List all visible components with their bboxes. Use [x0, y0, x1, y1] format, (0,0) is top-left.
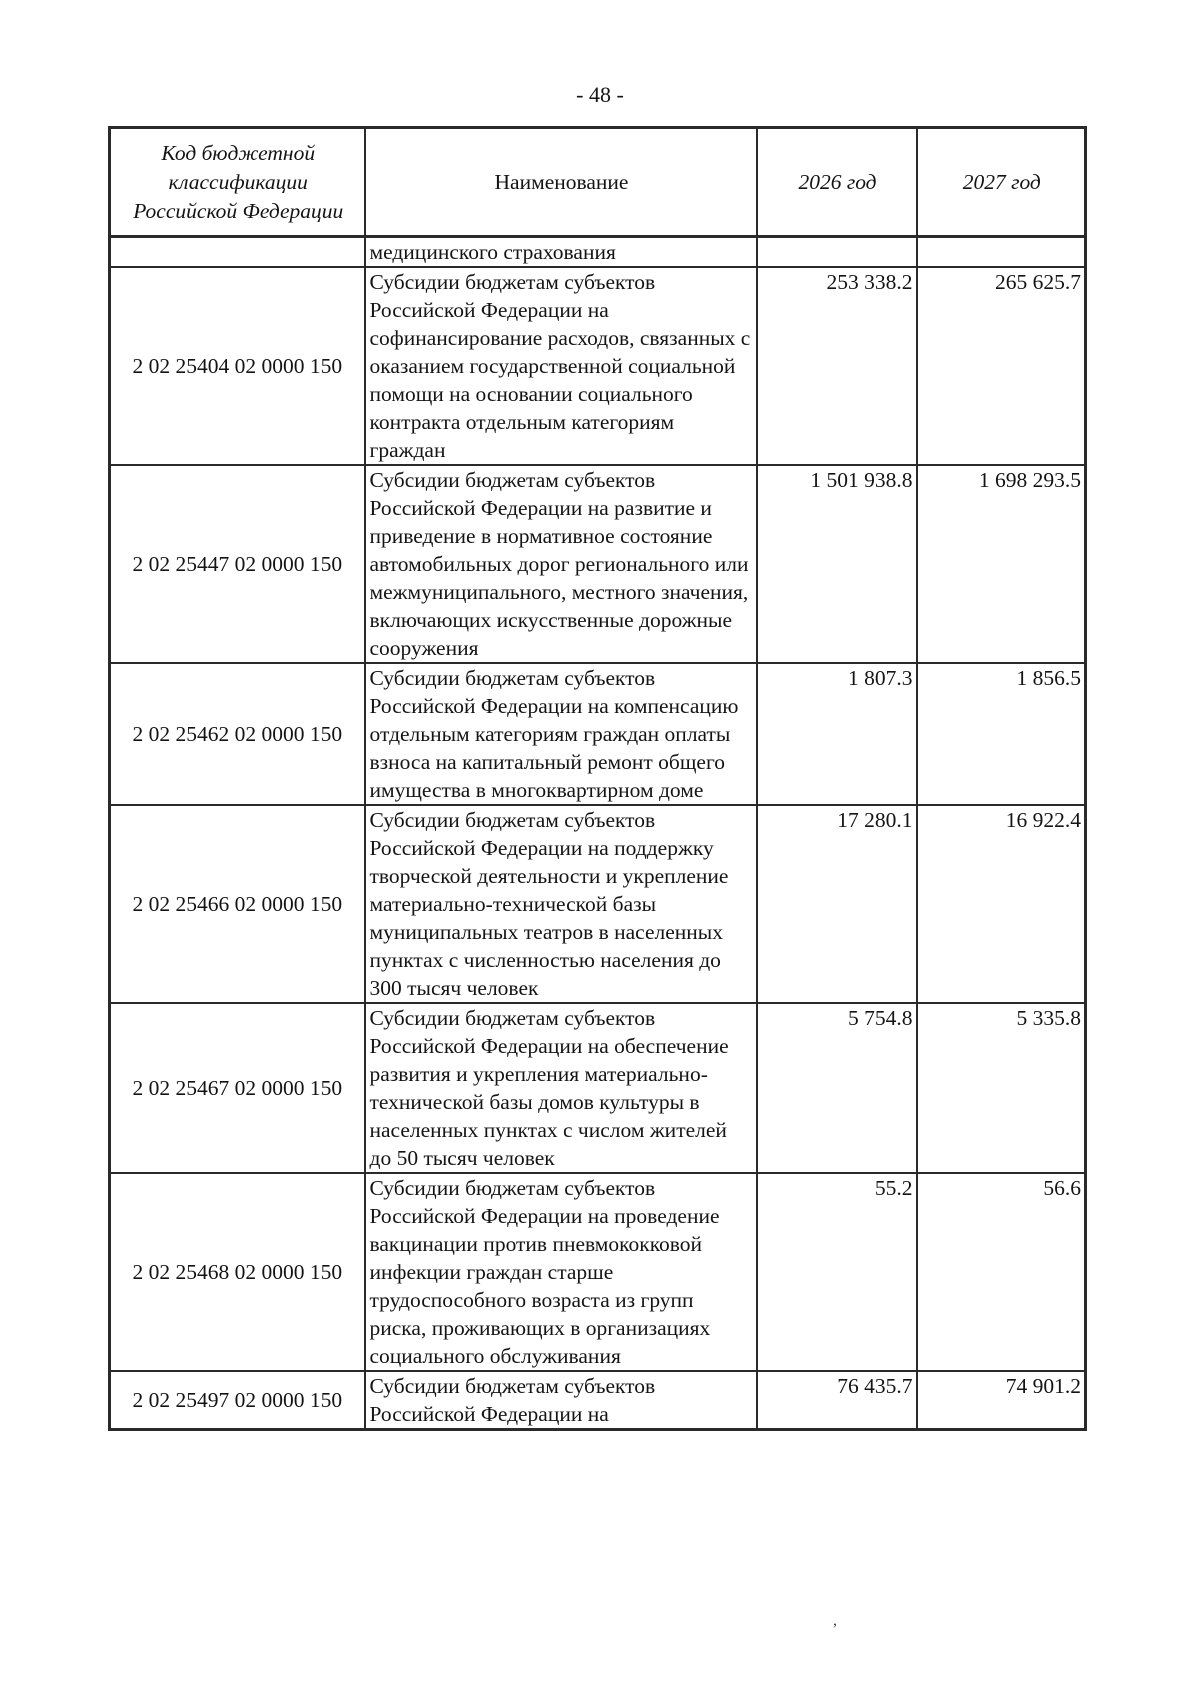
header-year-2027: 2027 год — [917, 128, 1086, 237]
table-row — [110, 1173, 1086, 1371]
row-name: Субсидии бюджетам субъектов Российской Федерации на — [365, 1371, 757, 1430]
row-value-2027: 16 922.4 — [917, 805, 1086, 1003]
row-name: Субсидии бюджетам субъектов Российской Федерации на обеспечение развития и укрепления материально-технической базы домов культуры в населенных пунктах с числом жителей до 50 тысяч человек — [365, 1003, 757, 1173]
table-row — [110, 663, 1086, 805]
table-header-row — [110, 128, 1086, 237]
row-code: 2 02 25466 02 0000 150 — [110, 805, 365, 1003]
table-row — [110, 805, 1086, 1003]
row-name: медицинского страхования — [365, 237, 757, 268]
row-value-2027: 5 335.8 — [917, 1003, 1086, 1173]
header-year-2026: 2026 год — [757, 128, 917, 237]
row-value-2026 — [757, 237, 917, 268]
table-row — [110, 237, 1086, 268]
row-value-2026: 5 754.8 — [757, 1003, 917, 1173]
row-value-2027 — [917, 237, 1086, 268]
row-name: Субсидии бюджетам субъектов Российской Федерации на компенсацию отдельным категориям граждан оплаты взноса на капитальный ремонт общего имущества в многоквартирном доме — [365, 663, 757, 805]
row-name: Субсидии бюджетам субъектов Российской Федерации на проведение вакцинации против пневмококковой инфекции граждан старше трудоспособного возраста из групп риска, проживающих в организациях социального обслуживания — [365, 1173, 757, 1371]
budget-table — [108, 126, 1087, 1431]
row-value-2026: 253 338.2 — [757, 267, 917, 465]
row-value-2026: 76 435.7 — [757, 1371, 917, 1430]
row-value-2027: 1 698 293.5 — [917, 465, 1086, 663]
row-name: Субсидии бюджетам субъектов Российской Федерации на поддержку творческой деятельности и укрепление материально-технической базы муниципальных театров в населенных пунктах с численностью населения до 300 тысяч человек — [365, 805, 757, 1003]
row-name: Субсидии бюджетам субъектов Российской Федерации на развитие и приведение в нормативное состояние автомобильных дорог регионального или межмуниципального, местного значения, включающих искусственные дорожные сооружения — [365, 465, 757, 663]
header-name: Наименование — [365, 128, 757, 237]
row-code — [110, 237, 365, 268]
row-code: 2 02 25447 02 0000 150 — [110, 465, 365, 663]
row-code: 2 02 25468 02 0000 150 — [110, 1173, 365, 1371]
row-name: Субсидии бюджетам субъектов Российской Федерации на софинансирование расходов, связанных с оказанием государственной социальной помощи на основании социального контракта отдельным категориям граждан — [365, 267, 757, 465]
row-value-2026: 1 807.3 — [757, 663, 917, 805]
row-value-2027: 265 625.7 — [917, 267, 1086, 465]
row-value-2027: 74 901.2 — [917, 1371, 1086, 1430]
table-row — [110, 1003, 1086, 1173]
row-value-2026: 17 280.1 — [757, 805, 917, 1003]
row-code: 2 02 25462 02 0000 150 — [110, 663, 365, 805]
row-value-2026: 55.2 — [757, 1173, 917, 1371]
row-value-2027: 56.6 — [917, 1173, 1086, 1371]
row-value-2026: 1 501 938.8 — [757, 465, 917, 663]
row-code: 2 02 25497 02 0000 150 — [110, 1371, 365, 1430]
scan-mark: , — [833, 1612, 837, 1629]
table-row — [110, 1371, 1086, 1430]
page-number: - 48 - — [576, 82, 624, 107]
header-code: Код бюджетной классификации Российской Федерации — [110, 128, 365, 237]
row-code: 2 02 25404 02 0000 150 — [110, 267, 365, 465]
table-row — [110, 465, 1086, 663]
table-row — [110, 267, 1086, 465]
row-code: 2 02 25467 02 0000 150 — [110, 1003, 365, 1173]
row-value-2027: 1 856.5 — [917, 663, 1086, 805]
